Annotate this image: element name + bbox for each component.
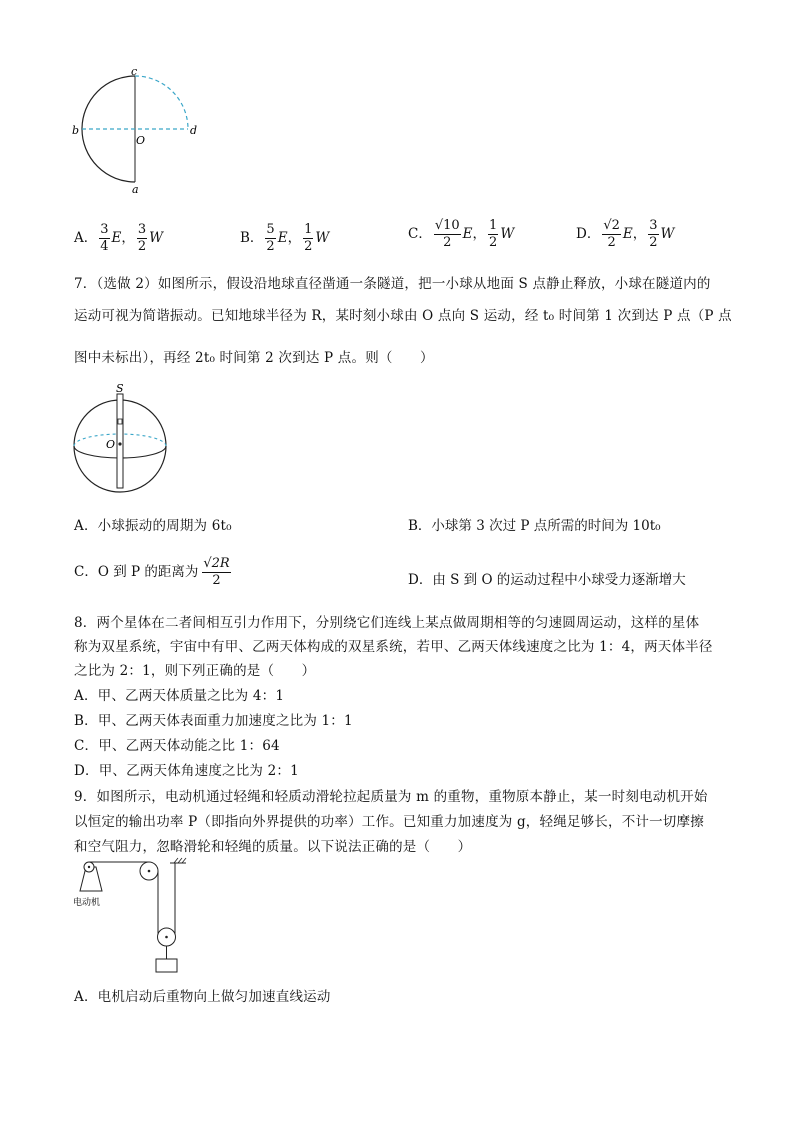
q8-line-1: 8．两个星体在二者间相互引力作用下，分别绕它们连线上某点做周期相等的匀速圆周运动，这样的星体 — [74, 615, 700, 631]
q8-option-d: D．甲、乙两天体角速度之比为 2：1 — [74, 763, 299, 779]
weight — [156, 959, 177, 972]
label-c: c — [131, 68, 138, 78]
hatch-3 — [182, 858, 186, 863]
q6-option-a: A． $\frac{3}{4}$ E， $\frac{3}{2}$ W — [74, 222, 164, 254]
q7-option-d: D．由 S 到 O 的运动过程中小球受力逐渐增大 — [408, 572, 686, 588]
label-S: S — [116, 382, 124, 395]
moving-pulley-axle — [165, 936, 168, 939]
q9-option-a: A．电机启动后重物向上做匀加速直线运动 — [74, 989, 331, 1005]
q8-line-2: 称为双星系统，宇宙中有甲、乙两天体构成的双星系统，若甲、乙两天体线速度之比为 1：4，两天体半径 — [74, 639, 713, 655]
hatch-1 — [174, 858, 178, 863]
q6-option-d: D． $\frac{√2}{2}$ E， $\frac{3}{2}$ W — [576, 218, 675, 250]
center-point — [118, 442, 121, 445]
fixed-pulley-axle — [148, 870, 151, 873]
tunnel — [117, 394, 123, 488]
earth-tunnel-figure — [68, 382, 178, 494]
q7-line-2: 运动可视为简谐振动。已知地球半径为 R，某时刻小球由 O 点向 S 运动，经 t₀ 时间第 1 次到达 P 点（P 点 — [74, 308, 732, 324]
hatch-2 — [178, 858, 182, 863]
label-O: O — [136, 134, 146, 147]
q6-option-c: C． $\frac{√10}{2}$ E， $\frac{1}{2}$ W — [408, 218, 515, 250]
q8-option-c: C．甲、乙两天体动能之比 1：64 — [74, 738, 280, 754]
q8-line-3: 之比为 2：1，则下列正确的是（ ） — [74, 663, 316, 679]
motor-axle — [88, 866, 90, 868]
q8-option-a: A．甲、乙两天体质量之比为 4：1 — [74, 688, 285, 704]
q7-option-c: C．O 到 P 的距离为 $\frac{√2R}{2}$ — [74, 556, 230, 588]
label-O-earth: O — [106, 438, 116, 451]
q6-option-b: B． $\frac{5}{2}$ E， $\frac{1}{2}$ W — [240, 222, 330, 254]
label-b: b — [72, 124, 80, 137]
q7-option-a: A．小球振动的周期为 6t₀ — [74, 518, 232, 534]
label-a: a — [132, 183, 139, 196]
q7-line-1: 7．（选做 2）如图所示，假设沿地球直径凿通一条隧道，把一小球从地面 S 点静止释放，小球在隧道内的 — [74, 276, 711, 292]
q6-figure — [68, 68, 218, 198]
q7-line-3: 图中未标出），再经 2t₀ 时间第 2 次到达 P 点。则（ ） — [74, 350, 434, 366]
q7-option-b: B．小球第 3 次过 P 点所需的时间为 10t₀ — [408, 518, 661, 534]
q9-line-1: 9．如图所示，电动机通过轻绳和轻质动滑轮拉起质量为 m 的重物，重物原本静止，某一时刻电动机开始 — [74, 789, 708, 805]
motor-pulley-figure — [70, 855, 200, 977]
q8-option-b: B．甲、乙两天体表面重力加速度之比为 1：1 — [74, 713, 353, 729]
ball — [118, 419, 122, 424]
dashed-quarter-arc — [135, 76, 188, 129]
motor-label: 电动机 — [73, 898, 101, 908]
q9-line-3: 和空气阻力，忽略滑轮和轻绳的质量。以下说法正确的是（ ） — [74, 839, 472, 855]
q9-line-2: 以恒定的输出功率 P（即指向外界提供的功率）工作。已知重力加速度为 g，轻绳足够长，不计一切摩擦 — [74, 814, 704, 830]
label-d: d — [190, 124, 198, 137]
